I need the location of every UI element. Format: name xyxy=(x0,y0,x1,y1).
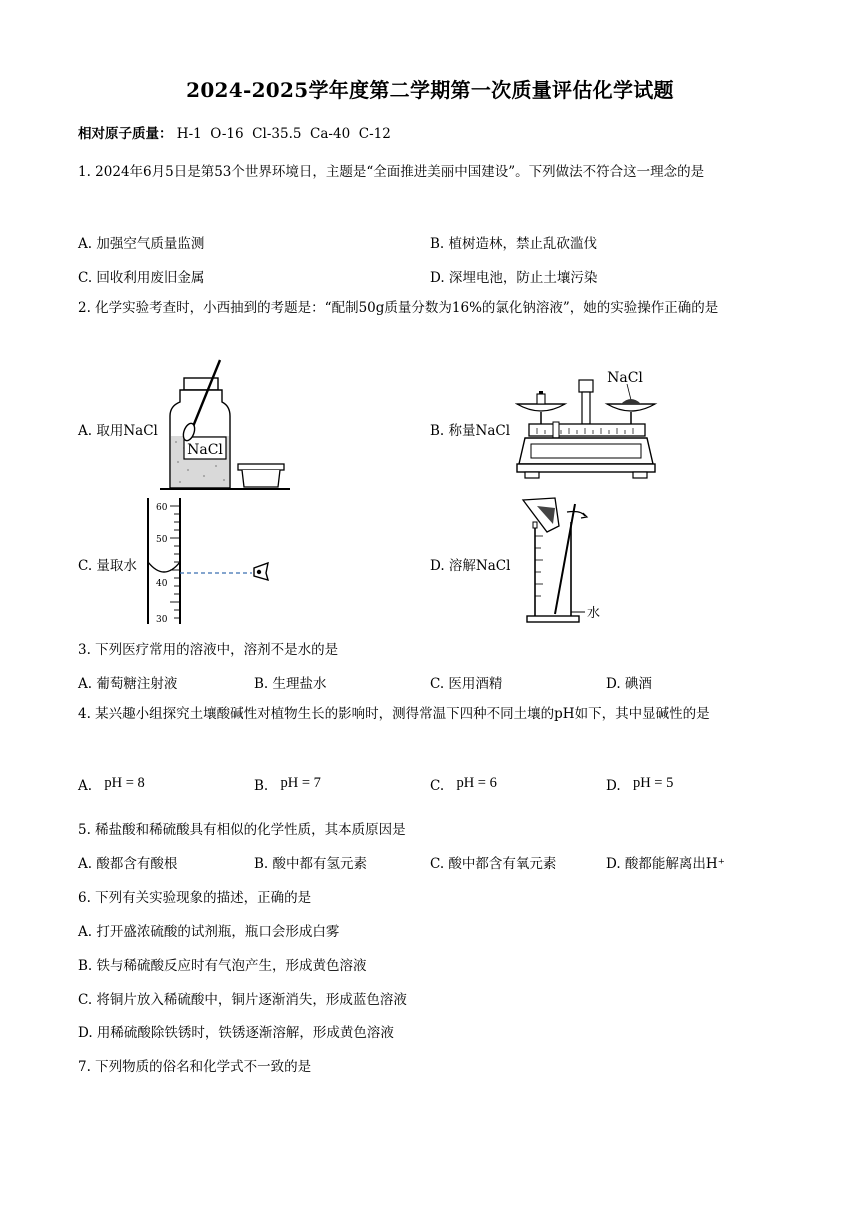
balance-label-nacl: NaCl xyxy=(607,370,643,386)
q4-option-a xyxy=(78,775,145,795)
q2-option-a: A. 取用NaCl xyxy=(78,423,158,439)
q3-option-c: C. 医用酒精 xyxy=(430,676,503,692)
question-2-stem: 2. 化学实验考查时，小西抽到的考题是：“配制50g质量分数为16%的氯化钠溶液”，她的实验操作正确的是 xyxy=(78,300,719,316)
question-3-stem: 3. 下列医疗常用的溶液中，溶剂不是水的是 xyxy=(78,642,339,658)
question-6-stem: 6. 下列有关实验现象的描述，正确的是 xyxy=(78,890,312,906)
q5-option-c: C. 酸中都含有氧元素 xyxy=(430,856,557,872)
balance-figure xyxy=(515,366,665,482)
question-5-stem: 5. 稀盐酸和稀硫酸具有相似的化学性质，其本质原因是 xyxy=(78,822,406,838)
q4-option-d xyxy=(606,775,674,795)
graduated-cylinder-reading-figure xyxy=(140,496,280,626)
q4-option-a-value: pH = 8 xyxy=(104,775,145,791)
q4-option-a-letter: A. xyxy=(78,778,93,794)
q1-option-a: A. 加强空气质量监测 xyxy=(78,236,205,252)
dissolving-figure xyxy=(515,496,615,626)
q1-option-d: D. 深埋电池，防止土壤污染 xyxy=(430,270,598,286)
exam-title: 2024-2025学年度第二学期第一次质量评估化学试题 xyxy=(186,78,674,102)
q6-option-b: B. 铁与稀硫酸反应时有气泡产生，形成黄色溶液 xyxy=(78,958,367,974)
q5-option-a: A. 酸都含有酸根 xyxy=(78,856,178,872)
q3-option-a: A. 葡萄糖注射液 xyxy=(78,676,178,692)
q2-option-b: B. 称量NaCl xyxy=(430,423,511,439)
q2-option-d: D. 溶解NaCl xyxy=(430,558,511,574)
q6-option-c: C. 将铜片放入稀硫酸中，铜片逐渐消失，形成蓝色溶液 xyxy=(78,992,407,1008)
q5-option-d: D. 酸都能解离出H⁺ xyxy=(606,856,725,872)
question-1-stem: 1. 2024年6月5日是第53个世界环境日，主题是“全面推进美丽中国建设”。下列做法不符合这一理念的是 xyxy=(78,164,705,180)
atomic-mass-label: 相对原子质量： xyxy=(78,126,173,142)
q4-option-d-letter: D. xyxy=(606,778,621,794)
question-4-stem: 4. 某兴趣小组探究土壤酸碱性对植物生长的影响时，测得常温下四种不同土壤的pH如下，其中显碱性的是 xyxy=(78,706,710,722)
q4-option-b xyxy=(254,775,321,795)
tick-label-60: 60 xyxy=(156,503,168,513)
q5-option-b: B. 酸中都有氢元素 xyxy=(254,856,368,872)
bottle-label-nacl: NaCl xyxy=(187,442,223,458)
q4-option-c xyxy=(430,775,497,795)
question-7-stem: 7. 下列物质的俗名和化学式不一致的是 xyxy=(78,1059,312,1075)
tick-label-50: 50 xyxy=(156,535,168,545)
q4-option-c-value: pH = 6 xyxy=(456,775,497,791)
q3-option-b: B. 生理盐水 xyxy=(254,676,327,692)
q4-option-b-value: pH = 7 xyxy=(280,775,321,791)
atomic-mass-values: H-1 O-16 Cl-35.5 Ca-40 C-12 xyxy=(176,126,391,142)
q6-option-d: D. 用稀硫酸除铁锈时，铁锈逐渐溶解，形成黄色溶液 xyxy=(78,1025,394,1041)
water-label: 水 xyxy=(587,606,601,621)
q1-option-b: B. 植树造林，禁止乱砍滥伐 xyxy=(430,236,598,252)
tick-label-30: 30 xyxy=(156,615,168,625)
q6-option-a: A. 打开盛浓硫酸的试剂瓶，瓶口会形成白雾 xyxy=(78,924,340,940)
q2-option-c: C. 量取水 xyxy=(78,558,137,574)
reagent-bottle-figure xyxy=(160,358,290,494)
q4-option-c-letter: C. xyxy=(430,778,445,794)
q3-option-d: D. 碘酒 xyxy=(606,676,652,692)
tick-label-40: 40 xyxy=(156,579,168,589)
q1-option-c: C. 回收利用废旧金属 xyxy=(78,270,205,286)
q4-option-b-letter: B. xyxy=(254,778,269,794)
atomic-mass-line xyxy=(78,122,391,142)
q4-option-d-value: pH = 5 xyxy=(632,775,674,791)
